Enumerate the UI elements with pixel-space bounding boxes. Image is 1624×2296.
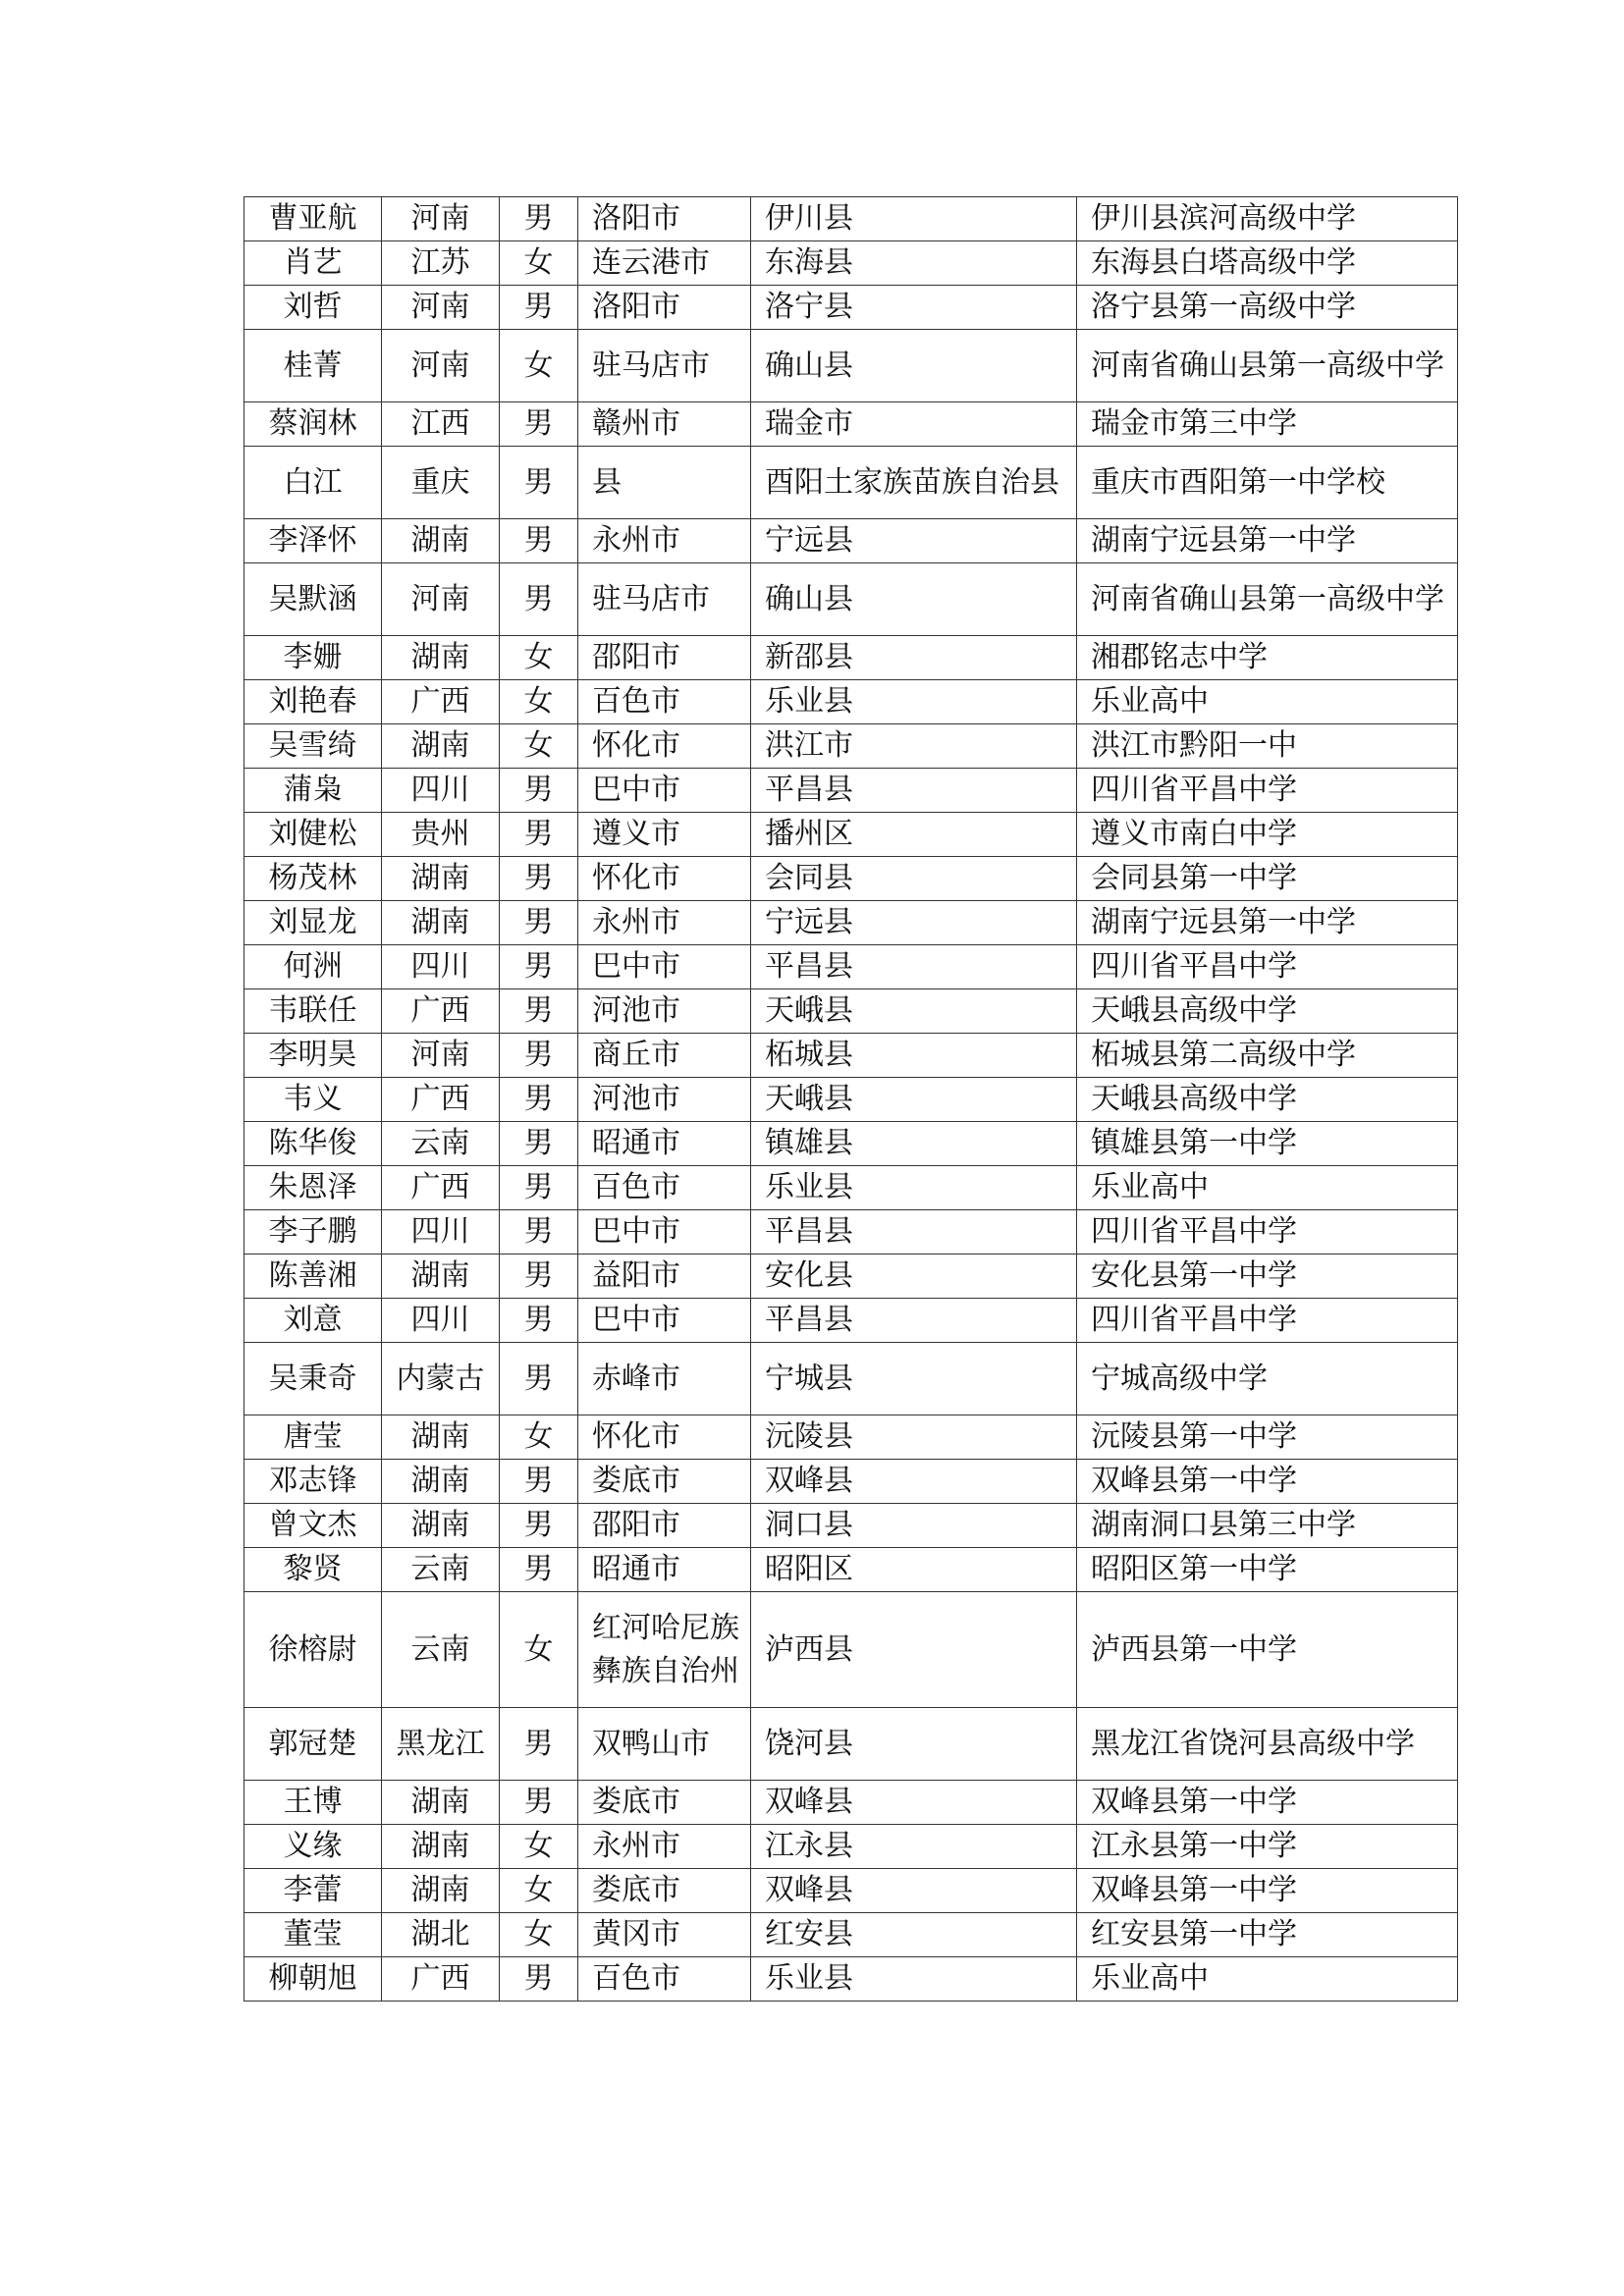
gender-cell: 男 (500, 1343, 578, 1415)
table-row (244, 945, 1458, 989)
province-cell: 湖南 (382, 1825, 500, 1869)
school-cell: 重庆市酉阳第一中学校 (1077, 447, 1458, 519)
gender-cell: 男 (500, 1957, 578, 2002)
student-name-cell: 杨茂林 (244, 857, 382, 901)
student-name-cell: 李蕾 (244, 1869, 382, 1913)
school-cell: 河南省确山县第一高级中学 (1077, 330, 1458, 402)
student-name-cell: 黎贤 (244, 1548, 382, 1592)
province-cell: 广西 (382, 1078, 500, 1122)
student-name-cell: 曹亚航 (244, 197, 382, 241)
county-cell: 东海县 (751, 241, 1077, 286)
table-row (244, 1166, 1458, 1210)
table-row (244, 330, 1458, 402)
province-cell: 湖南 (382, 636, 500, 680)
school-cell: 瑞金市第三中学 (1077, 402, 1458, 447)
gender-cell: 男 (500, 1255, 578, 1299)
school-cell: 红安县第一中学 (1077, 1913, 1458, 1957)
table-row (244, 1034, 1458, 1078)
student-name-cell: 李泽怀 (244, 519, 382, 563)
province-cell: 湖南 (382, 857, 500, 901)
table-row (244, 563, 1458, 636)
city-cell: 赤峰市 (578, 1343, 751, 1415)
county-cell: 天峨县 (751, 1078, 1077, 1122)
county-cell: 双峰县 (751, 1869, 1077, 1913)
school-cell: 沅陵县第一中学 (1077, 1415, 1458, 1460)
province-cell: 河南 (382, 1034, 500, 1078)
student-name-cell: 李子鹏 (244, 1210, 382, 1255)
table-row (244, 1708, 1458, 1781)
school-cell: 天峨县高级中学 (1077, 1078, 1458, 1122)
gender-cell: 男 (500, 1034, 578, 1078)
county-cell: 红安县 (751, 1913, 1077, 1957)
province-cell: 内蒙古 (382, 1343, 500, 1415)
county-cell: 双峰县 (751, 1781, 1077, 1825)
city-cell: 永州市 (578, 1825, 751, 1869)
school-cell: 天峨县高级中学 (1077, 989, 1458, 1034)
province-cell: 湖南 (382, 1869, 500, 1913)
county-cell: 宁远县 (751, 901, 1077, 945)
gender-cell: 男 (500, 1504, 578, 1548)
student-name-cell: 朱恩泽 (244, 1166, 382, 1210)
student-name-cell: 刘意 (244, 1299, 382, 1343)
school-cell: 泸西县第一中学 (1077, 1592, 1458, 1708)
province-cell: 黑龙江 (382, 1708, 500, 1781)
gender-cell: 男 (500, 402, 578, 447)
county-cell: 宁城县 (751, 1343, 1077, 1415)
city-cell: 驻马店市 (578, 563, 751, 636)
table-row (244, 447, 1458, 519)
school-cell: 黑龙江省饶河县高级中学 (1077, 1708, 1458, 1781)
province-cell: 四川 (382, 769, 500, 813)
table-row (244, 989, 1458, 1034)
city-cell: 县 (578, 447, 751, 519)
province-cell: 四川 (382, 945, 500, 989)
province-cell: 湖南 (382, 901, 500, 945)
city-cell: 巴中市 (578, 1299, 751, 1343)
school-cell: 双峰县第一中学 (1077, 1460, 1458, 1504)
province-cell: 广西 (382, 989, 500, 1034)
table-row (244, 1460, 1458, 1504)
student-name-cell: 李姗 (244, 636, 382, 680)
city-cell: 洛阳市 (578, 286, 751, 330)
student-name-cell: 邓志锋 (244, 1460, 382, 1504)
student-name-cell: 陈善湘 (244, 1255, 382, 1299)
city-cell: 怀化市 (578, 857, 751, 901)
gender-cell: 男 (500, 1122, 578, 1166)
student-name-cell: 吴秉奇 (244, 1343, 382, 1415)
province-cell: 湖南 (382, 1781, 500, 1825)
city-cell: 永州市 (578, 901, 751, 945)
gender-cell: 男 (500, 1299, 578, 1343)
school-cell: 湖南宁远县第一中学 (1077, 519, 1458, 563)
table-row (244, 1122, 1458, 1166)
county-cell: 泸西县 (751, 1592, 1077, 1708)
gender-cell: 女 (500, 1592, 578, 1708)
school-cell: 四川省平昌中学 (1077, 769, 1458, 813)
student-name-cell: 吴默涵 (244, 563, 382, 636)
province-cell: 江苏 (382, 241, 500, 286)
city-cell: 娄底市 (578, 1460, 751, 1504)
county-cell: 宁远县 (751, 519, 1077, 563)
city-cell: 百色市 (578, 1957, 751, 2002)
table-row (244, 1548, 1458, 1592)
gender-cell: 女 (500, 1825, 578, 1869)
county-cell: 柘城县 (751, 1034, 1077, 1078)
city-cell: 怀化市 (578, 724, 751, 769)
school-cell: 柘城县第二高级中学 (1077, 1034, 1458, 1078)
city-cell: 黄冈市 (578, 1913, 751, 1957)
gender-cell: 男 (500, 1460, 578, 1504)
city-cell: 遵义市 (578, 813, 751, 857)
school-cell: 江永县第一中学 (1077, 1825, 1458, 1869)
student-name-cell: 义缘 (244, 1825, 382, 1869)
table-row (244, 813, 1458, 857)
student-name-cell: 刘显龙 (244, 901, 382, 945)
table-row (244, 1592, 1458, 1708)
gender-cell: 女 (500, 680, 578, 724)
table-row (244, 1825, 1458, 1869)
table-row (244, 1781, 1458, 1825)
county-cell: 乐业县 (751, 680, 1077, 724)
city-cell: 洛阳市 (578, 197, 751, 241)
student-name-cell: 李明昊 (244, 1034, 382, 1078)
table-row (244, 1210, 1458, 1255)
city-cell: 河池市 (578, 1078, 751, 1122)
student-name-cell: 刘艳春 (244, 680, 382, 724)
student-name-cell: 唐莹 (244, 1415, 382, 1460)
table-row (244, 857, 1458, 901)
table-row (244, 286, 1458, 330)
province-cell: 重庆 (382, 447, 500, 519)
city-cell: 驻马店市 (578, 330, 751, 402)
gender-cell: 男 (500, 1078, 578, 1122)
province-cell: 河南 (382, 197, 500, 241)
student-name-cell: 陈华俊 (244, 1122, 382, 1166)
school-cell: 河南省确山县第一高级中学 (1077, 563, 1458, 636)
gender-cell: 女 (500, 636, 578, 680)
county-cell: 会同县 (751, 857, 1077, 901)
table-row (244, 402, 1458, 447)
city-cell: 红河哈尼族彝族自治州 (578, 1592, 751, 1708)
county-cell: 瑞金市 (751, 402, 1077, 447)
student-name-cell: 王博 (244, 1781, 382, 1825)
school-cell: 伊川县滨河高级中学 (1077, 197, 1458, 241)
school-cell: 东海县白塔高级中学 (1077, 241, 1458, 286)
table-row (244, 197, 1458, 241)
school-cell: 乐业高中 (1077, 1166, 1458, 1210)
school-cell: 昭阳区第一中学 (1077, 1548, 1458, 1592)
province-cell: 广西 (382, 1957, 500, 2002)
student-name-cell: 董莹 (244, 1913, 382, 1957)
gender-cell: 男 (500, 447, 578, 519)
gender-cell: 女 (500, 1415, 578, 1460)
school-cell: 会同县第一中学 (1077, 857, 1458, 901)
gender-cell: 男 (500, 1548, 578, 1592)
county-cell: 江永县 (751, 1825, 1077, 1869)
province-cell: 湖北 (382, 1913, 500, 1957)
gender-cell: 女 (500, 724, 578, 769)
roster-body (244, 197, 1458, 2002)
school-cell: 湖南洞口县第三中学 (1077, 1504, 1458, 1548)
county-cell: 双峰县 (751, 1460, 1077, 1504)
city-cell: 益阳市 (578, 1255, 751, 1299)
city-cell: 邵阳市 (578, 636, 751, 680)
table-row (244, 1299, 1458, 1343)
table-row (244, 519, 1458, 563)
gender-cell: 女 (500, 241, 578, 286)
table-row (244, 680, 1458, 724)
county-cell: 平昌县 (751, 1299, 1077, 1343)
province-cell: 贵州 (382, 813, 500, 857)
table-row (244, 769, 1458, 813)
gender-cell: 男 (500, 1166, 578, 1210)
province-cell: 湖南 (382, 1504, 500, 1548)
province-cell: 云南 (382, 1122, 500, 1166)
student-name-cell: 韦义 (244, 1078, 382, 1122)
city-cell: 昭通市 (578, 1548, 751, 1592)
gender-cell: 男 (500, 857, 578, 901)
county-cell: 洛宁县 (751, 286, 1077, 330)
city-cell: 商丘市 (578, 1034, 751, 1078)
student-name-cell: 肖艺 (244, 241, 382, 286)
city-cell: 娄底市 (578, 1781, 751, 1825)
gender-cell: 女 (500, 1913, 578, 1957)
province-cell: 江西 (382, 402, 500, 447)
province-cell: 河南 (382, 286, 500, 330)
gender-cell: 男 (500, 989, 578, 1034)
province-cell: 广西 (382, 680, 500, 724)
city-cell: 永州市 (578, 519, 751, 563)
table-row (244, 1343, 1458, 1415)
student-name-cell: 韦联任 (244, 989, 382, 1034)
county-cell: 平昌县 (751, 945, 1077, 989)
gender-cell: 男 (500, 1210, 578, 1255)
county-cell: 安化县 (751, 1255, 1077, 1299)
city-cell: 双鸭山市 (578, 1708, 751, 1781)
gender-cell: 女 (500, 1869, 578, 1913)
county-cell: 乐业县 (751, 1166, 1077, 1210)
school-cell: 双峰县第一中学 (1077, 1781, 1458, 1825)
province-cell: 湖南 (382, 519, 500, 563)
county-cell: 沅陵县 (751, 1415, 1077, 1460)
student-name-cell: 刘健松 (244, 813, 382, 857)
table-row (244, 636, 1458, 680)
student-roster-table (244, 196, 1458, 2002)
gender-cell: 女 (500, 330, 578, 402)
student-name-cell: 蒲枭 (244, 769, 382, 813)
province-cell: 河南 (382, 330, 500, 402)
gender-cell: 男 (500, 813, 578, 857)
county-cell: 镇雄县 (751, 1122, 1077, 1166)
county-cell: 酉阳土家族苗族自治县 (751, 447, 1077, 519)
gender-cell: 男 (500, 286, 578, 330)
student-name-cell: 曾文杰 (244, 1504, 382, 1548)
county-cell: 确山县 (751, 563, 1077, 636)
county-cell: 天峨县 (751, 989, 1077, 1034)
county-cell: 洞口县 (751, 1504, 1077, 1548)
school-cell: 宁城高级中学 (1077, 1343, 1458, 1415)
county-cell: 饶河县 (751, 1708, 1077, 1781)
student-name-cell: 柳朝旭 (244, 1957, 382, 2002)
province-cell: 云南 (382, 1548, 500, 1592)
city-cell: 巴中市 (578, 945, 751, 989)
school-cell: 洪江市黔阳一中 (1077, 724, 1458, 769)
city-cell: 百色市 (578, 680, 751, 724)
county-cell: 平昌县 (751, 1210, 1077, 1255)
city-cell: 巴中市 (578, 1210, 751, 1255)
school-cell: 镇雄县第一中学 (1077, 1122, 1458, 1166)
city-cell: 娄底市 (578, 1869, 751, 1913)
county-cell: 乐业县 (751, 1957, 1077, 2002)
school-cell: 洛宁县第一高级中学 (1077, 286, 1458, 330)
student-name-cell: 白江 (244, 447, 382, 519)
province-cell: 广西 (382, 1166, 500, 1210)
gender-cell: 男 (500, 901, 578, 945)
school-cell: 湘郡铭志中学 (1077, 636, 1458, 680)
student-name-cell: 吴雪绮 (244, 724, 382, 769)
school-cell: 双峰县第一中学 (1077, 1869, 1458, 1913)
school-cell: 乐业高中 (1077, 680, 1458, 724)
city-cell: 巴中市 (578, 769, 751, 813)
school-cell: 四川省平昌中学 (1077, 1210, 1458, 1255)
table-row (244, 1504, 1458, 1548)
student-name-cell: 徐榕尉 (244, 1592, 382, 1708)
province-cell: 湖南 (382, 1255, 500, 1299)
gender-cell: 男 (500, 1781, 578, 1825)
student-name-cell: 桂菁 (244, 330, 382, 402)
county-cell: 伊川县 (751, 197, 1077, 241)
gender-cell: 男 (500, 563, 578, 636)
city-cell: 河池市 (578, 989, 751, 1034)
table-row (244, 241, 1458, 286)
city-cell: 昭通市 (578, 1122, 751, 1166)
city-cell: 百色市 (578, 1166, 751, 1210)
table-row (244, 1869, 1458, 1913)
school-cell: 安化县第一中学 (1077, 1255, 1458, 1299)
table-row (244, 901, 1458, 945)
table-row (244, 1957, 1458, 2002)
table-row (244, 1913, 1458, 1957)
province-cell: 四川 (382, 1299, 500, 1343)
county-cell: 昭阳区 (751, 1548, 1077, 1592)
city-cell: 连云港市 (578, 241, 751, 286)
city-cell: 怀化市 (578, 1415, 751, 1460)
city-cell: 赣州市 (578, 402, 751, 447)
gender-cell: 男 (500, 519, 578, 563)
province-cell: 河南 (382, 563, 500, 636)
table-row (244, 724, 1458, 769)
city-cell: 邵阳市 (578, 1504, 751, 1548)
province-cell: 湖南 (382, 1460, 500, 1504)
province-cell: 湖南 (382, 1415, 500, 1460)
gender-cell: 男 (500, 945, 578, 989)
school-cell: 湖南宁远县第一中学 (1077, 901, 1458, 945)
table-row (244, 1415, 1458, 1460)
student-name-cell: 刘哲 (244, 286, 382, 330)
school-cell: 遵义市南白中学 (1077, 813, 1458, 857)
school-cell: 乐业高中 (1077, 1957, 1458, 2002)
gender-cell: 男 (500, 1708, 578, 1781)
gender-cell: 男 (500, 197, 578, 241)
student-name-cell: 郭冠楚 (244, 1708, 382, 1781)
gender-cell: 男 (500, 769, 578, 813)
county-cell: 确山县 (751, 330, 1077, 402)
province-cell: 云南 (382, 1592, 500, 1708)
county-cell: 平昌县 (751, 769, 1077, 813)
school-cell: 四川省平昌中学 (1077, 945, 1458, 989)
county-cell: 新邵县 (751, 636, 1077, 680)
county-cell: 洪江市 (751, 724, 1077, 769)
province-cell: 湖南 (382, 724, 500, 769)
student-name-cell: 何洲 (244, 945, 382, 989)
table-row (244, 1255, 1458, 1299)
school-cell: 四川省平昌中学 (1077, 1299, 1458, 1343)
table-row (244, 1078, 1458, 1122)
province-cell: 四川 (382, 1210, 500, 1255)
student-name-cell: 蔡润林 (244, 402, 382, 447)
county-cell: 播州区 (751, 813, 1077, 857)
